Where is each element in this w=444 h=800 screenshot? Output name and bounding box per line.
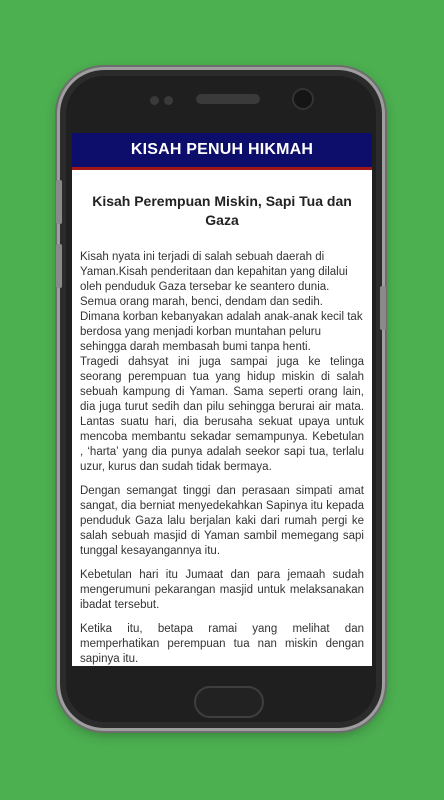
story-paragraph: Kebetulan hari itu Jumaat dan para jemaah sudah mengerumuni pekarangan masjid untuk melaksanakan ibadat tersebut.	[80, 569, 364, 611]
app-title: KISAH PENUH HIKMAH	[130, 141, 314, 158]
story-title: Kisah Perempuan Miskin, Sapi Tua dan Gaza	[92, 193, 352, 228]
light-sensor	[164, 96, 173, 105]
story-paragraph: Ketika itu, betapa ramai yang melihat dan memperhatikan perempuan tua nan miskin dengan sapinya itu.	[80, 623, 364, 665]
front-camera-icon	[294, 90, 312, 108]
story-paragraph: Tragedi dahsyat ini juga sampai juga ke telinga seorang perempuan tua yang hidup miskin di salah sebuah kampung di Yaman. Sama seperti orang lain, dia juga turut sedih dan pilu sehingga berurai air mata. Lantas suatu hari, dia berusaha sekuat upaya untuk mencoba membantu sekadar semampunya. Kebetulan , ‘harta’ yang dia punya adalah seekor sapi tua, terlalu uzur, kurus dan sudah tidak bermaya.	[80, 356, 364, 473]
app-bar	[72, 133, 372, 170]
home-button[interactable]	[194, 686, 264, 718]
story-paragraph: Kisah nyata ini terjadi di salah sebuah daerah di Yaman.Kisah penderitaan dan kepahitan yang dilalui oleh penduduk Gaza tersebar ke seantero dunia. Semua orang marah, benci, dendam dan sedih. Dimana korban kebanyakan adalah anak-anak kecil tak berdosa yang menjadi korban muntahan peluru sehingga darah membasah bumi tanpa henti.	[80, 251, 363, 353]
app-screen	[72, 133, 372, 666]
power-button[interactable]	[380, 286, 386, 330]
volume-button[interactable]	[56, 180, 62, 224]
story-content[interactable]	[72, 170, 372, 666]
story-paragraph: Dengan semangat tinggi dan perasaan simpati amat sangat, dia berniat menyedekahkan Sapinya itu kepada penduduk Gaza lalu berjalan kaki dari rumah pergi ke salah sebuah masjid di Yaman sambil memegang sapi tunggal kesayangannya itu.	[80, 485, 364, 557]
earpiece-speaker	[196, 94, 260, 104]
volume-button-lower[interactable]	[56, 244, 62, 288]
proximity-sensor	[150, 96, 159, 105]
story-body	[80, 250, 364, 666]
